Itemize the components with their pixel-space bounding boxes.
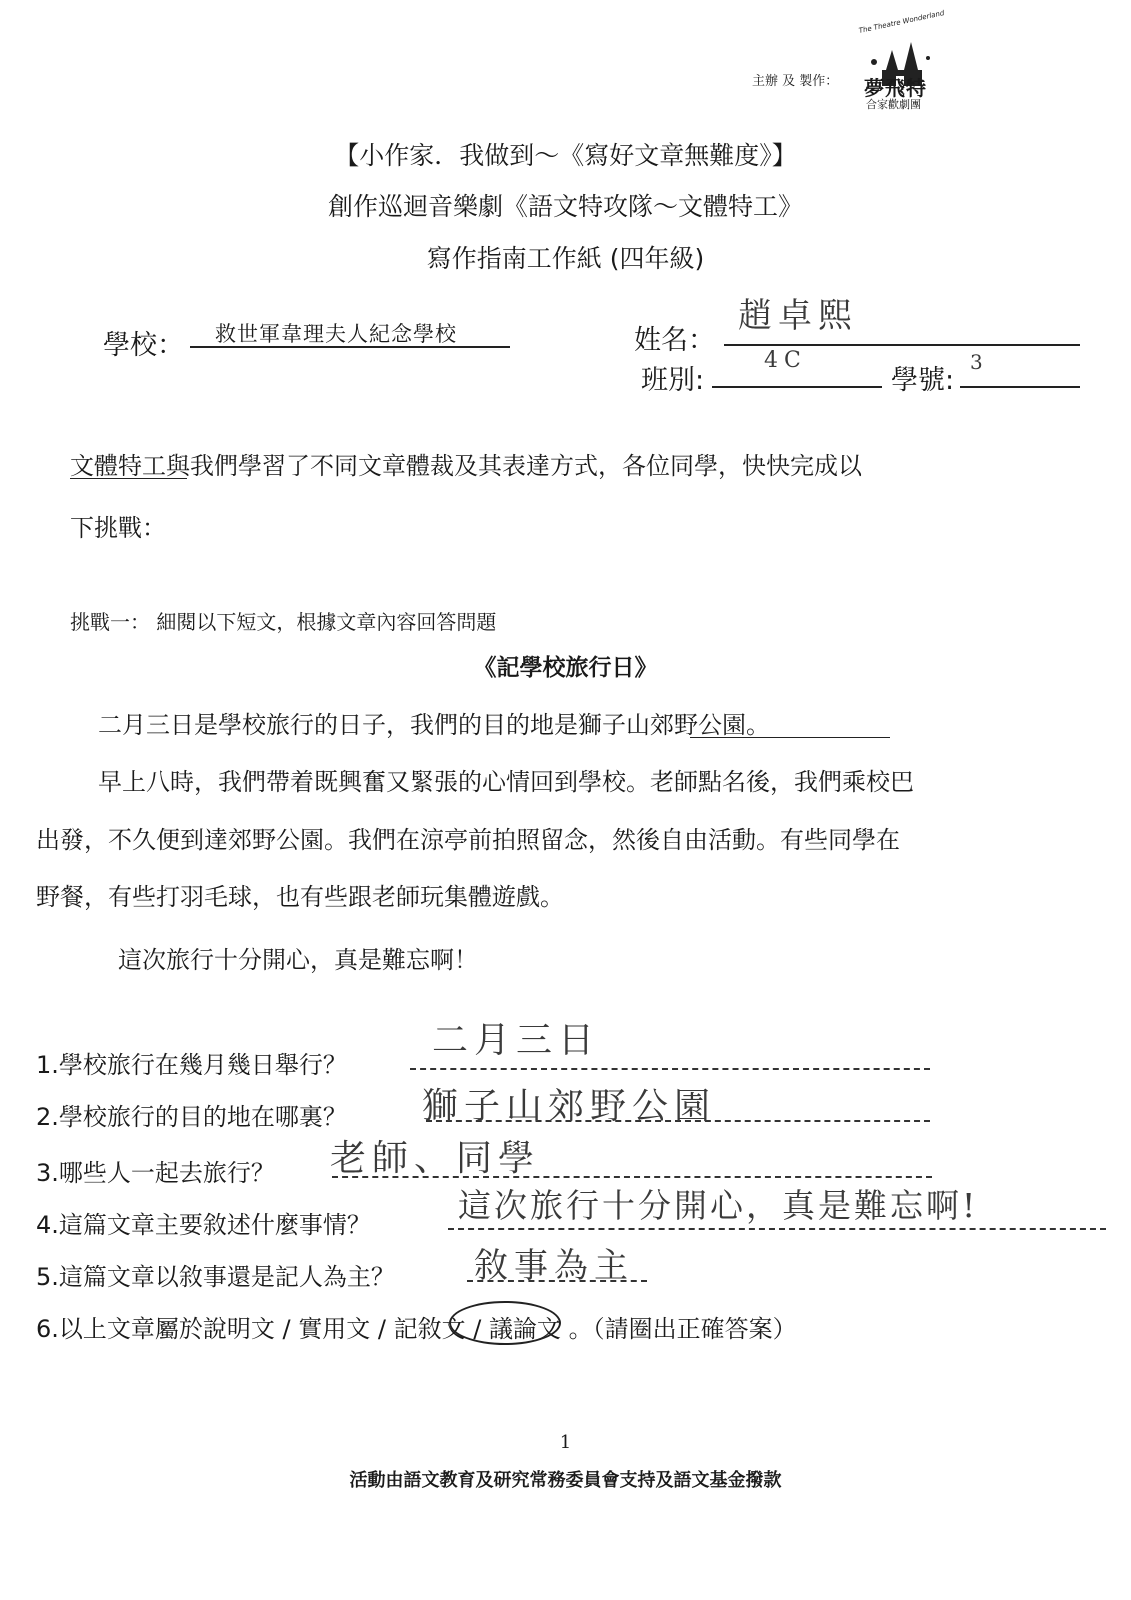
intro-line-2: 下挑戰： [70, 514, 166, 542]
answer-line-4 [448, 1228, 1106, 1230]
story-punctuation: 。 [746, 711, 770, 739]
name-value: 趙卓熙 [738, 296, 858, 336]
class-label: 班別: [641, 365, 705, 396]
logo-tagline: The Theatre Wonderland [858, 9, 945, 35]
school-label: 學校： [103, 330, 184, 361]
intro-line-1 [70, 446, 862, 481]
story-text: 二月三日是學校旅行的日子，我們的目的地是 [98, 711, 578, 739]
class-underline [712, 386, 882, 388]
answer-line-1 [410, 1068, 930, 1070]
logo-subtitle: 合家歡劇團 [866, 98, 921, 111]
student-number-label: 學號: [891, 365, 955, 396]
story-paragraph-2-line-2: 出發，不久便到達郊野公園。我們在涼亭前拍照留念，然後自由活動。有些同學在 [36, 826, 900, 854]
intro-text: 與我們學習了不同文章體裁及其表達方式，各位同學，快快完成以 [166, 452, 862, 480]
story-place-name: 獅子山郊野公園 [578, 711, 746, 739]
school-value: 救世軍韋理夫人紀念學校 [215, 322, 457, 346]
question-2: 2.學校旅行的目的地在哪裏？ [36, 1103, 347, 1131]
question-3: 3.哪些人一起去旅行？ [36, 1159, 275, 1187]
place-name-underline [690, 737, 890, 738]
worksheet-subtitle: 創作巡迴音樂劇《語文特攻隊～文體特工》 [327, 192, 803, 221]
answer-4: 這次旅行十分開心，真是難忘啊! [458, 1186, 979, 1225]
logo-name: 夢飛特 [864, 76, 927, 100]
intro-highlight-underline [70, 478, 187, 479]
answer-3: 老師、同學 [330, 1138, 541, 1179]
story-paragraph-2: 早上八時，我們帶着既興奮又緊張的心情回到學校。老師點名後，我們乘校巴 [98, 768, 914, 796]
question-6-prefix: 6.以上文章屬於說明文 / 實用文 / [36, 1315, 394, 1343]
circled-answer: 記敘文 [393, 1315, 466, 1343]
question-5: 5.這篇文章以敘事還是記人為主？ [36, 1263, 395, 1291]
organizer-label: 主辦 及 製作： [752, 74, 839, 89]
challenge-label: 挑戰一： 細閱以下短文，根據文章內容回答問題 [70, 610, 497, 634]
worksheet-grade-title: 寫作指南工作紙 (四年級) [426, 244, 705, 273]
name-underline [724, 344, 1080, 346]
story-paragraph-1 [98, 705, 770, 740]
story-paragraph-3: 這次旅行十分開心，真是難忘啊！ [118, 946, 478, 974]
name-label: 姓名： [634, 325, 715, 356]
school-underline [190, 346, 510, 348]
intro-highlight: 文體特工 [70, 452, 166, 480]
question-6-suffix: / 議論文 。（請圈出正確答案） [465, 1315, 797, 1343]
answer-1: 二月三日 [432, 1020, 601, 1061]
student-number-value: 3 [970, 350, 989, 374]
funding-footer: 活動由語文教育及研究常務委員會支持及語文基金撥款 [349, 1470, 782, 1491]
question-6 [36, 1309, 797, 1344]
answer-5: 敘事為主 [474, 1246, 634, 1286]
student-number-underline [960, 386, 1080, 388]
question-1: 1.學校旅行在幾月幾日舉行？ [36, 1051, 347, 1079]
class-value: 4C [764, 348, 807, 373]
question-4: 4.這篇文章主要敘述什麼事情？ [36, 1211, 371, 1239]
page-number: 1 [559, 1432, 572, 1453]
answer-circle [449, 1301, 561, 1345]
story-title: 《記學校旅行日》 [473, 655, 658, 681]
worksheet-title: 【小作家．我做到～《寫好文章無難度》】 [334, 141, 797, 170]
answer-2: 獅子山郊野公園 [422, 1086, 717, 1127]
story-paragraph-2-line-3: 野餐，有些打羽毛球，也有些跟老師玩集體遊戲。 [36, 883, 564, 911]
